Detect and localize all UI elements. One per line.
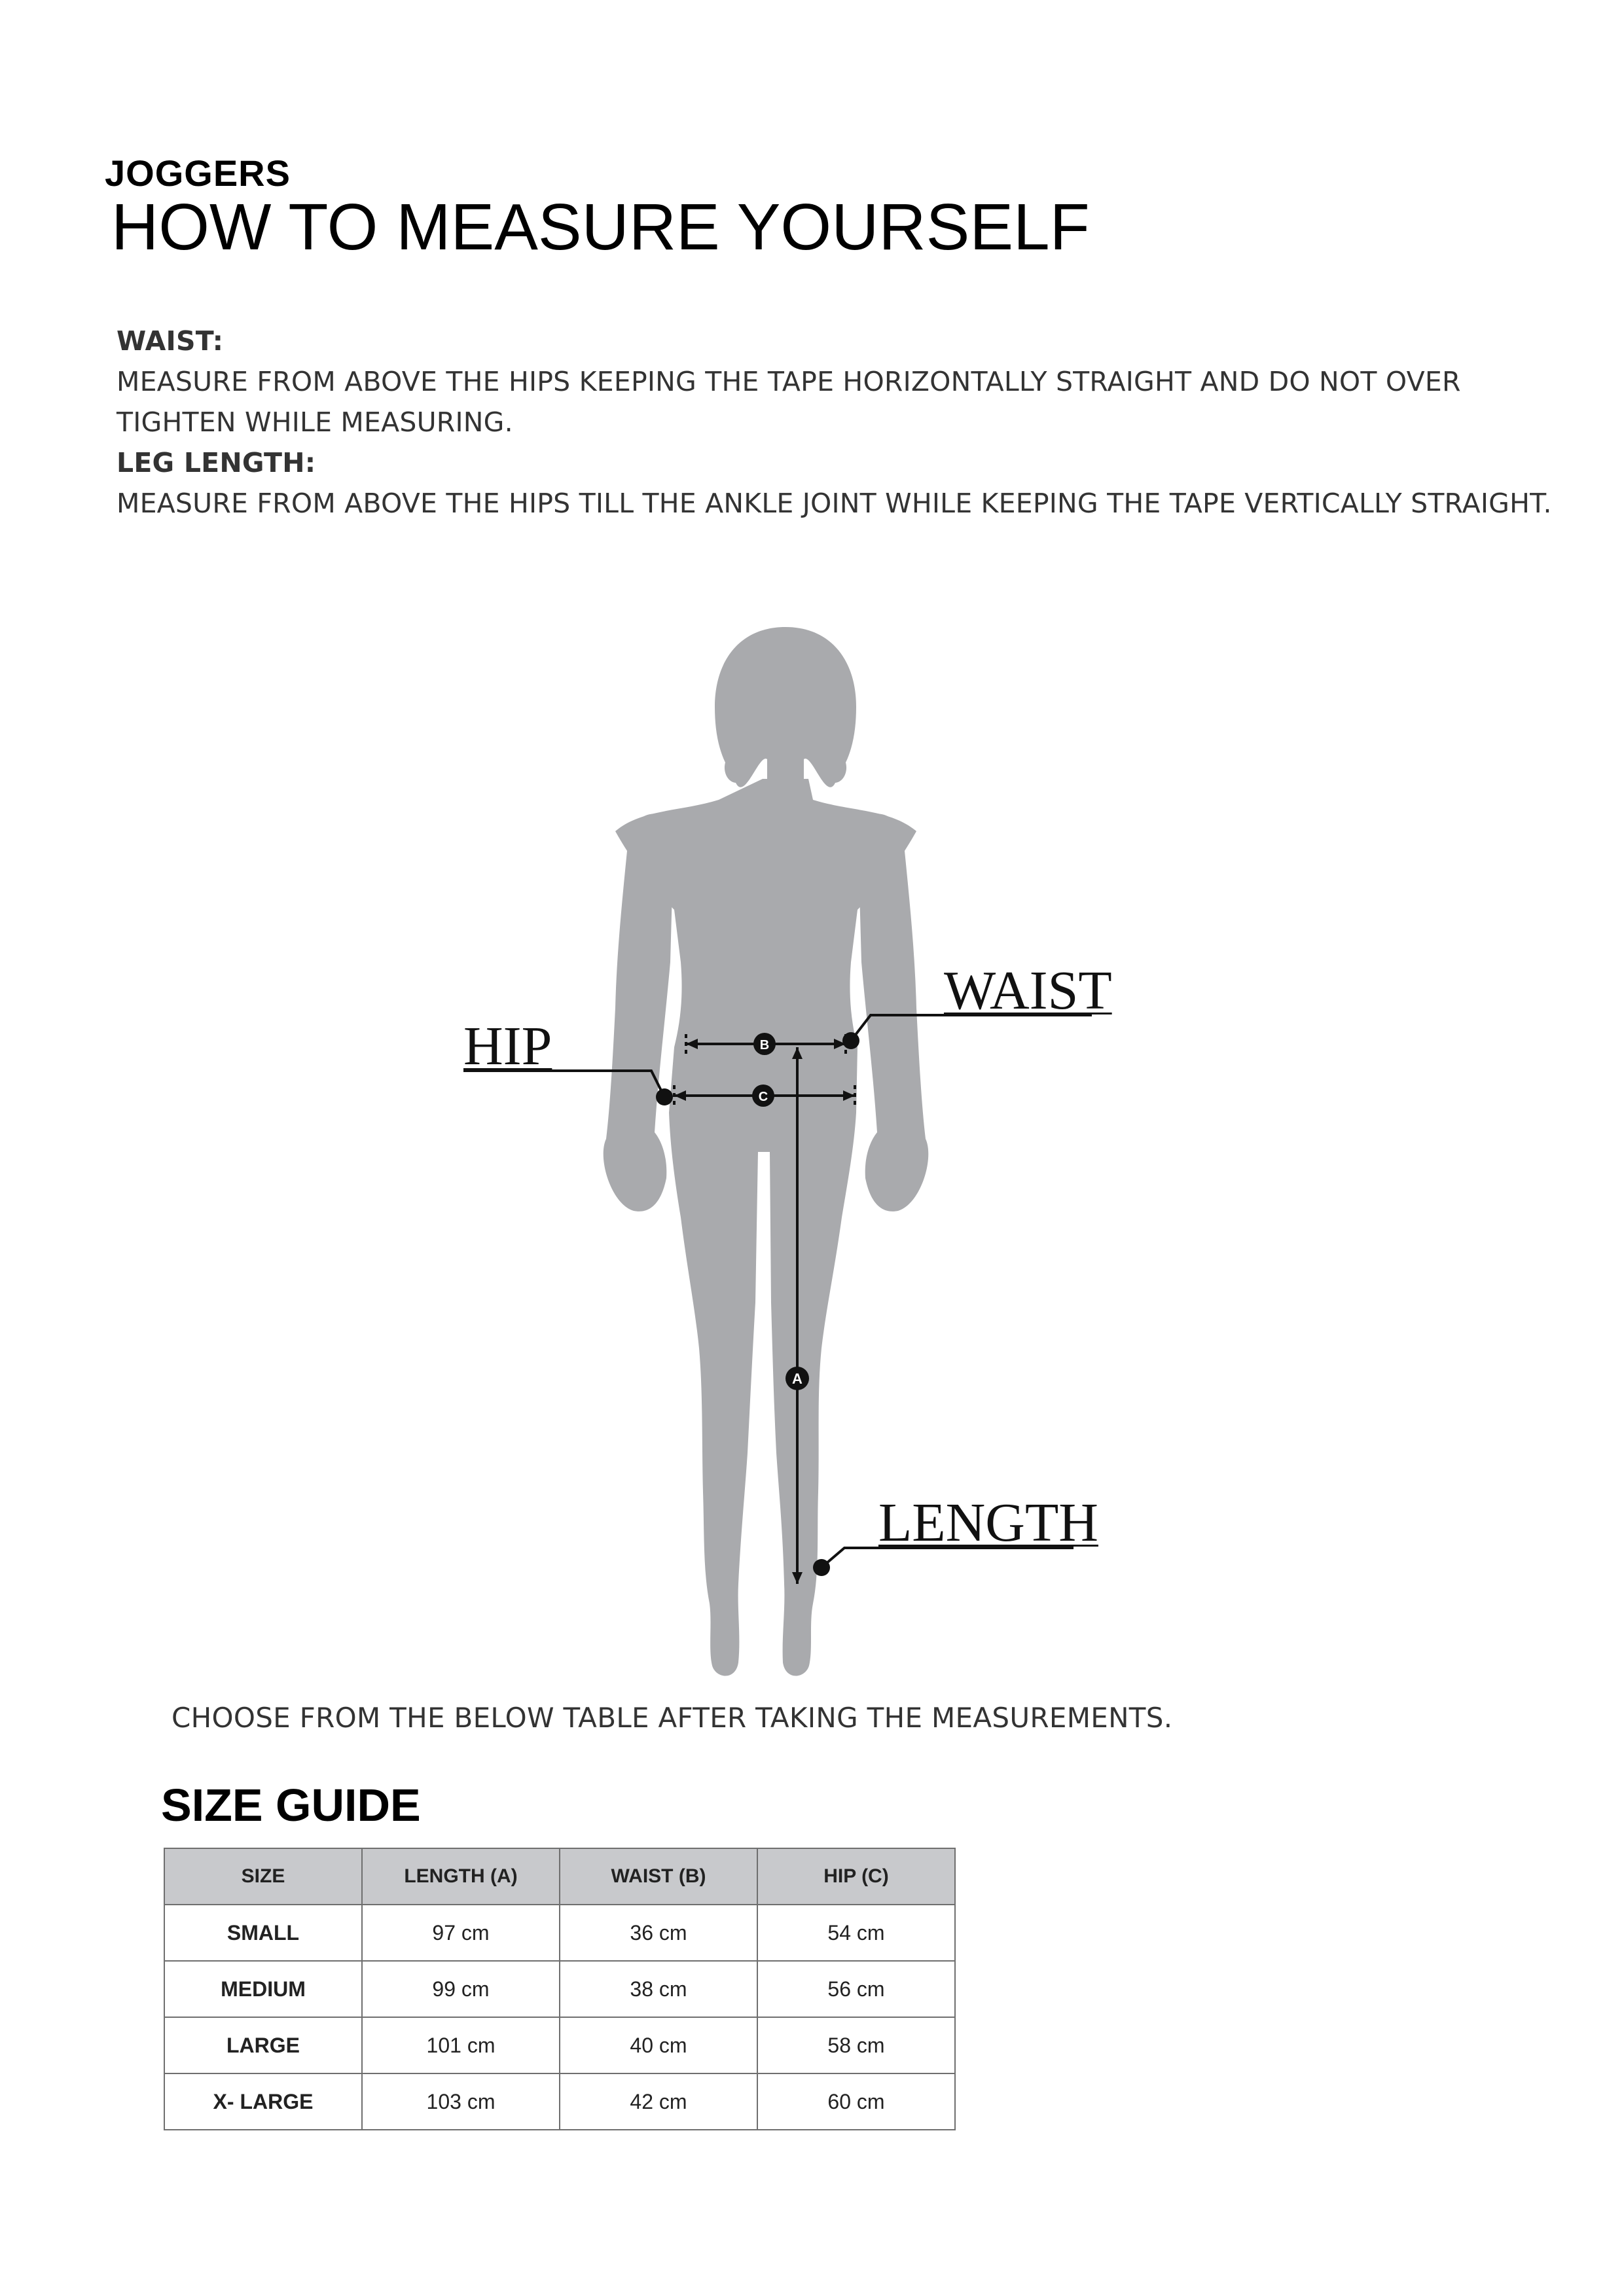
length-cell: 101 cm [362, 2017, 560, 2073]
table-row [164, 2073, 955, 2130]
marker-a-label: A [792, 1371, 803, 1387]
hip-cell: 54 cm [757, 1905, 955, 1961]
length-cell: 99 cm [362, 1961, 560, 2017]
marker-b [753, 1033, 776, 1055]
column-header: WAIST (B) [560, 1848, 757, 1905]
size-cell: X- LARGE [164, 2073, 362, 2130]
measurement-figure [0, 589, 1624, 1715]
waist-cell: 38 cm [560, 1961, 757, 2017]
length-cell: 103 cm [362, 2073, 560, 2130]
page-title: HOW TO MEASURE YOURSELF [111, 190, 1090, 264]
table-row [164, 1961, 955, 2017]
size-cell: MEDIUM [164, 1961, 362, 2017]
hip-cell: 56 cm [757, 1961, 955, 2017]
instruction-heading: LEG LENGTH: [117, 447, 316, 478]
instruction-waist [117, 321, 1570, 442]
size-cell: LARGE [164, 2017, 362, 2073]
callout-waist: WAIST [944, 960, 1112, 1021]
marker-c [752, 1085, 774, 1107]
marker-c-label: C [758, 1090, 768, 1104]
instruction-text: MEASURE FROM ABOVE THE HIPS KEEPING THE TAPE HORIZONTALLY STRAIGHT AND DO NOT OVER TIGHTEN WHILE MEASURING. [117, 366, 1461, 438]
choose-note: CHOOSE FROM THE BELOW TABLE AFTER TAKING THE MEASUREMENTS. [171, 1702, 1173, 1734]
instruction-leg-length [117, 442, 1570, 524]
marker-b-label: B [759, 1038, 770, 1052]
callout-hip: HIP [463, 1016, 552, 1077]
column-header: LENGTH (A) [362, 1848, 560, 1905]
table-row [164, 1905, 955, 1961]
size-cell: SMALL [164, 1905, 362, 1961]
size-guide-title: SIZE GUIDE [161, 1780, 421, 1831]
column-header: HIP (C) [757, 1848, 955, 1905]
marker-a [785, 1367, 809, 1390]
table-row [164, 2017, 955, 2073]
waist-cell: 36 cm [560, 1905, 757, 1961]
waist-cell: 42 cm [560, 2073, 757, 2130]
length-cell: 97 cm [362, 1905, 560, 1961]
column-header: SIZE [164, 1848, 362, 1905]
body-diagram [0, 589, 1624, 1715]
table-header-row [164, 1848, 955, 1905]
instruction-heading: WAIST: [117, 325, 224, 357]
instruction-text: MEASURE FROM ABOVE THE HIPS TILL THE ANKLE JOINT WHILE KEEPING THE TAPE VERTICALLY STRAIGHT. [117, 488, 1552, 519]
size-guide-table [164, 1848, 956, 2130]
callout-length: LENGTH [878, 1492, 1098, 1553]
waist-cell: 40 cm [560, 2017, 757, 2073]
hip-cell: 58 cm [757, 2017, 955, 2073]
hip-cell: 60 cm [757, 2073, 955, 2130]
product-name: JOGGERS [105, 152, 291, 194]
